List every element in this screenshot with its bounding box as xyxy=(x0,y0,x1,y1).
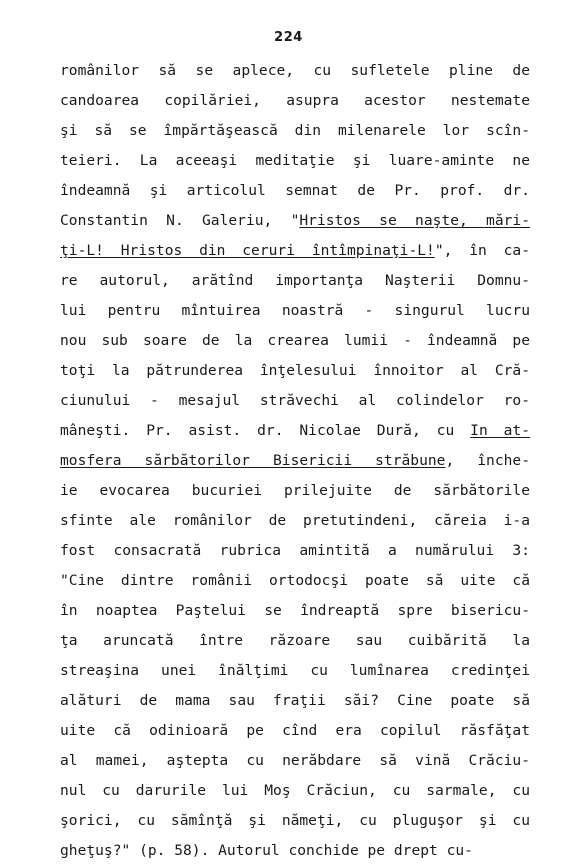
text-line xyxy=(60,386,530,416)
text-segment: sfinte ale românilor de pretutindeni, căreia i-a xyxy=(60,512,530,529)
text-segment: şi să se împărtăşească din milenarele lor scîn- xyxy=(60,122,530,139)
text-line xyxy=(60,296,530,326)
text-line xyxy=(60,326,530,356)
text-line xyxy=(60,806,530,836)
text-line xyxy=(60,626,530,656)
text-line xyxy=(60,176,530,206)
text-line xyxy=(60,476,530,506)
text-line xyxy=(60,356,530,386)
text-segment: , înche- xyxy=(445,452,530,469)
text-line xyxy=(60,686,530,716)
text-line xyxy=(60,656,530,686)
text-segment: streaşina unei înălţimi cu lumînarea credinţei xyxy=(60,662,530,679)
text-line xyxy=(60,716,530,746)
text-segment: "Cine dintre românii ortodocşi poate să uite că xyxy=(60,572,530,589)
text-line xyxy=(60,836,530,866)
text-segment: Constantin N. Galeriu, " xyxy=(60,212,300,229)
text-segment: îndeamnă şi articolul semnat de Pr. prof. dr. xyxy=(60,182,530,199)
text-line xyxy=(60,506,530,536)
text-segment: nul cu darurile lui Moş Crăciun, cu sarmale, cu xyxy=(60,782,530,799)
underlined-title: Hristos se naşte, mări- xyxy=(299,212,530,229)
text-line xyxy=(60,596,530,626)
text-line xyxy=(60,206,530,236)
text-line xyxy=(60,746,530,776)
text-segment: în noaptea Paştelui se îndreaptă spre bisericu- xyxy=(60,602,530,619)
text-line xyxy=(60,116,530,146)
text-segment: ţa aruncată între răzoare sau cuibărită la xyxy=(60,632,530,649)
underlined-title: ţi-L! Hristos din ceruri întîmpinaţi-L! xyxy=(60,242,435,259)
text-segment: ", în ca- xyxy=(434,242,530,259)
underlined-title: mosfera sărbătorilor Bisericii străbune xyxy=(60,452,446,469)
text-line xyxy=(60,56,530,86)
text-line xyxy=(60,266,530,296)
text-segment: mâneşti. Pr. asist. dr. Nicolae Dură, cu xyxy=(60,422,471,439)
text-line xyxy=(60,416,530,446)
text-segment: românilor să se aplece, cu sufletele pline de xyxy=(60,62,530,79)
text-segment: şorici, cu sămînţă şi nămeţi, cu pluguşor şi cu xyxy=(60,812,530,829)
text-segment: al mamei, aştepta cu nerăbdare să vină Crăciu- xyxy=(60,752,530,769)
text-segment: teieri. La aceeaşi meditaţie şi luare-aminte ne xyxy=(60,152,530,169)
text-segment: uite că odinioară pe cînd era copilul răsfăţat xyxy=(60,722,530,739)
text-segment: re autorul, arătînd importanţa Naşterii Domnu- xyxy=(60,272,530,289)
text-line xyxy=(60,86,530,116)
page-number: 224 xyxy=(274,30,303,45)
text-segment: fost consacrată rubrica amintită a numărului 3: xyxy=(60,542,530,559)
text-segment: gheţuş?" (p. 58). Autorul conchide pe drept cu- xyxy=(60,842,473,859)
text-segment: toţi la pătrunderea înţelesului înnoitor al Cră- xyxy=(60,362,530,379)
text-line xyxy=(60,236,530,266)
text-line xyxy=(60,146,530,176)
text-segment: lui pentru mîntuirea noastră - singurul lucru xyxy=(60,302,530,319)
text-line xyxy=(60,536,530,566)
text-segment: ie evocarea bucuriei prilejuite de sărbătorile xyxy=(60,482,530,499)
text-segment: nou sub soare de la crearea lumii - îndeamnă pe xyxy=(60,332,530,349)
text-line xyxy=(60,566,530,596)
text-segment: ciunului - mesajul străvechi al colindelor ro- xyxy=(60,392,530,409)
body-text xyxy=(60,56,530,866)
underlined-title: In at- xyxy=(470,422,531,439)
text-line xyxy=(60,446,530,476)
text-segment: alături de mama sau fraţii săi? Cine poate să xyxy=(60,692,530,709)
text-segment: candoarea copilăriei, asupra acestor nestemate xyxy=(60,92,530,109)
